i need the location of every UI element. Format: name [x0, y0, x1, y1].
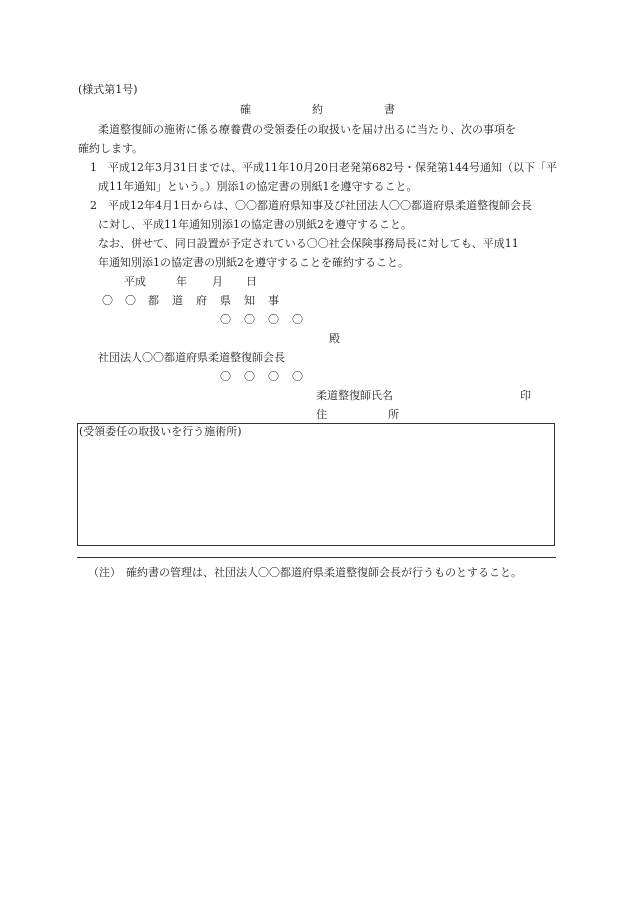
clinic-box-label: (受領委任の取扱いを行う施術所) [79, 425, 242, 438]
address-char: 住 [316, 408, 327, 421]
item-line: 2 平成12年4月1日からは、〇〇都道府県知事及び社団法人〇〇都道府県柔道整復師会長 [90, 199, 532, 212]
date-month: 月 [212, 275, 223, 288]
item-line: 1 平成12年3月31日までは、平成11年10月20日老発第682号・保発第144号通知（以下「平 [90, 161, 557, 174]
footnote-text: 確約書の管理は、社団法人〇〇都道府県柔道整復師会長が行うものとすること。 [126, 566, 522, 579]
placeholder-char: 〇 [268, 370, 279, 383]
placeholder-char: 〇 [244, 370, 255, 383]
governor-char: 〇 [102, 294, 113, 307]
governor-char: 道 [172, 294, 183, 307]
placeholder-char: 〇 [244, 313, 255, 326]
item-line: なお、併せて、同日設置が予定されている〇〇社会保険事務局長に対しても、平成11 [98, 237, 519, 250]
form-label: (様式第1号) [78, 83, 138, 96]
date-day: 日 [246, 275, 257, 288]
date-era: 平成 [124, 275, 146, 288]
title-char: 書 [384, 103, 395, 116]
placeholder-char: 〇 [220, 313, 231, 326]
governor-char: 県 [220, 294, 231, 307]
item-line: に対し、平成11年通知別添1の協定書の別紙2を遵守すること。 [98, 218, 412, 231]
placeholder-char: 〇 [292, 313, 303, 326]
title-char: 確 [240, 103, 251, 116]
governor-char: 〇 [125, 294, 136, 307]
governor-char: 府 [196, 294, 207, 307]
seal-mark: 印 [520, 389, 531, 402]
placeholder-char: 〇 [220, 370, 231, 383]
clinic-box [77, 423, 555, 546]
date-year: 年 [176, 275, 187, 288]
practitioner-name-label: 柔道整復師氏名 [316, 389, 393, 402]
placeholder-char: 〇 [292, 370, 303, 383]
divider [77, 557, 556, 558]
item-line: 年通知別添1の協定書の別紙2を遵守することを確約すること。 [98, 256, 409, 269]
intro-line: 確約します。 [78, 142, 144, 155]
governor-char: 都 [148, 294, 159, 307]
honorific-dono: 殿 [329, 332, 340, 345]
intro-line: 柔道整復師の施術に係る療養費の受領委任の取扱いを届け出るに当たり、次の事項を [98, 123, 516, 136]
governor-char: 事 [268, 294, 279, 307]
association-title: 社団法人〇〇都道府県柔道整復師会長 [98, 351, 285, 364]
item-line: 成11年通知」という。）別添1の協定書の別紙1を遵守すること。 [98, 180, 418, 193]
title-char: 約 [312, 103, 323, 116]
footnote-label: （注） [88, 566, 121, 579]
address-char: 所 [388, 408, 399, 421]
governor-char: 知 [244, 294, 255, 307]
placeholder-char: 〇 [268, 313, 279, 326]
